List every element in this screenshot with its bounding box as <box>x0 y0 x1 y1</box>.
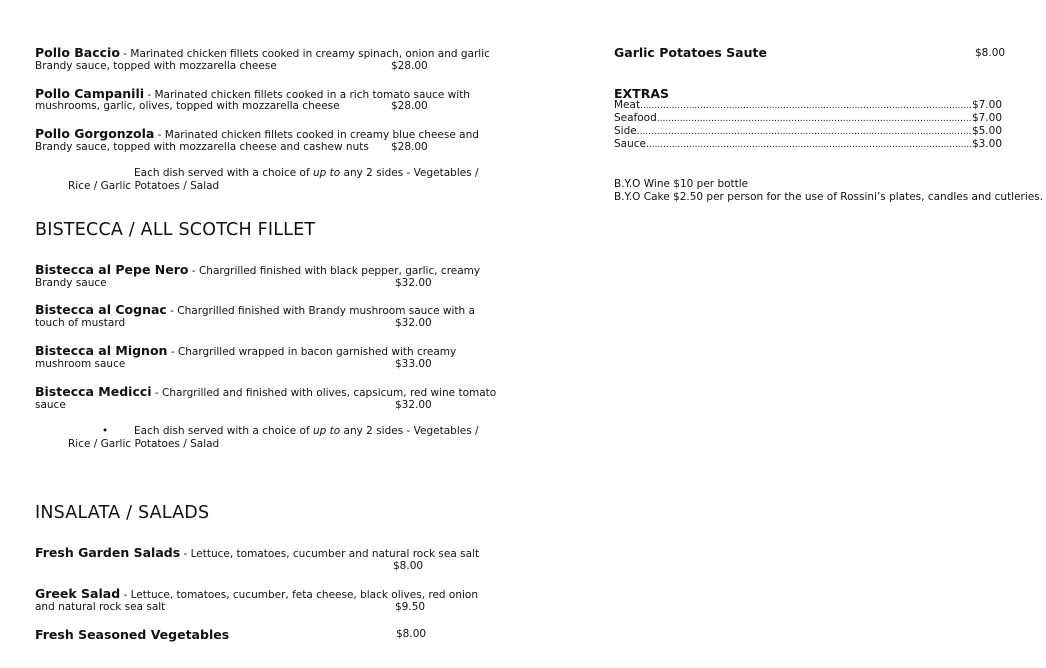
menu-item-name: Garlic Potatoes Saute <box>614 45 767 60</box>
byo-cake-note: B.Y.O Cake $2.50 per person for the use of Rossini’s plates, candles and cutleries. <box>614 191 1044 203</box>
bullet-icon: • <box>102 425 109 437</box>
extras-label: Seafood <box>614 112 657 124</box>
menu-item-desc-2: and natural rock sea salt <box>35 601 166 613</box>
sides-note-emphasis: up to <box>313 425 341 437</box>
menu-item-price: $28.00 <box>391 60 428 72</box>
menu-item-name: Bistecca Medicci <box>35 384 152 399</box>
menu-item-price: $28.00 <box>391 100 428 112</box>
menu-item-name: Bistecca al Mignon <box>35 343 168 358</box>
menu-item-price: $32.00 <box>395 399 432 411</box>
sides-note-line2: Rice / Garlic Potatoes / Salad <box>68 438 220 450</box>
section-heading-insalata: INSALATA / SALADS <box>35 503 210 523</box>
extras-row <box>614 112 1002 125</box>
menu-item-name: Pollo Gorgonzola <box>35 126 155 141</box>
menu-item-desc-2: sauce <box>35 399 66 411</box>
menu-item-name-line <box>35 303 475 318</box>
menu-item-name-line <box>35 46 490 61</box>
menu-item-name: Fresh Seasoned Vegetables <box>35 627 230 642</box>
menu-item-desc: - Marinated chicken fillets cooked in a rich tomato sauce with <box>144 89 470 101</box>
menu-item-desc-2: touch of mustard <box>35 317 126 329</box>
menu-item-desc-2: mushroom sauce <box>35 358 126 370</box>
sides-note-text: Each dish served with a choice of <box>134 425 313 437</box>
sides-note-line1 <box>134 167 479 180</box>
menu-item-desc: - Lettuce, tomatoes, cucumber, feta cheese, black olives, red onion <box>120 589 479 601</box>
menu-item-name: Pollo Baccio <box>35 45 120 60</box>
menu-item-desc: - Chargrilled finished with black pepper, garlic, creamy <box>188 265 481 277</box>
menu-item-desc: - Marinated chicken fillets cooked in creamy blue cheese and <box>154 129 479 141</box>
extras-price: $5.00 <box>971 125 1002 137</box>
menu-item-name: Fresh Garden Salads <box>35 545 181 560</box>
menu-item-desc: - Chargrilled and finished with olives, capsicum, red wine tomato <box>151 387 497 399</box>
extras-heading: EXTRAS <box>614 86 670 101</box>
dot-leader <box>657 112 972 126</box>
extras-price: $7.00 <box>971 99 1002 111</box>
menu-item-desc: - Lettuce, tomatoes, cucumber and natural rock sea salt <box>180 548 480 560</box>
extras-price: $7.00 <box>971 112 1002 124</box>
menu-item-desc-2: Brandy sauce <box>35 277 107 289</box>
menu-item-price: $9.50 <box>395 601 426 613</box>
menu-item-desc: - Chargrilled wrapped in bacon garnished with creamy <box>167 346 457 358</box>
sides-note-emphasis: up to <box>313 167 341 179</box>
sides-note-text: Each dish served with a choice of <box>134 167 313 179</box>
menu-item-price: $32.00 <box>395 277 432 289</box>
menu-item-price: $8.00 <box>396 628 427 640</box>
extras-row <box>614 138 1002 151</box>
menu-item-name-line <box>35 628 229 643</box>
dot-leader <box>640 99 972 113</box>
menu-item-price: $28.00 <box>391 141 428 153</box>
dot-leader <box>637 125 972 139</box>
section-heading-bistecca: BISTECCA / ALL SCOTCH FILLET <box>35 220 316 240</box>
menu-item-desc-2: Brandy sauce, topped with mozzarella cheese <box>35 60 277 72</box>
dot-leader <box>646 138 972 152</box>
menu-item-name: Bistecca al Pepe Nero <box>35 262 189 277</box>
extras-label: Meat <box>614 99 641 111</box>
menu-item-price: $8.00 <box>393 560 424 572</box>
menu-item-price: $8.00 <box>975 47 1006 59</box>
menu-item-name-line <box>35 263 480 278</box>
menu-item-name-line <box>35 385 496 400</box>
extras-label: Side <box>614 125 637 137</box>
menu-item-price: $32.00 <box>395 317 432 329</box>
byo-wine-note: B.Y.O Wine $10 per bottle <box>614 178 749 190</box>
extras-label: Sauce <box>614 138 646 150</box>
extras-price: $3.00 <box>971 138 1002 150</box>
menu-item-name: Bistecca al Cognac <box>35 302 167 317</box>
menu-item-name: Pollo Campanili <box>35 86 145 101</box>
menu-item-name-line <box>35 546 479 561</box>
menu-item-desc: - Marinated chicken fillets cooked in creamy spinach, onion and garlic <box>119 48 490 60</box>
menu-item-desc-2: mushrooms, garlic, olives, topped with mozzarella cheese <box>35 100 340 112</box>
sides-note-line1 <box>134 425 479 438</box>
extras-row <box>614 125 1002 138</box>
menu-item-name-line <box>35 344 456 359</box>
menu-item-name-line <box>35 587 478 602</box>
sides-note-text: any 2 sides - Vegetables / <box>340 167 479 179</box>
sides-note-line2: Rice / Garlic Potatoes / Salad <box>68 180 220 192</box>
menu-item-desc-2: Brandy sauce, topped with mozzarella cheese and cashew nuts <box>35 141 369 153</box>
extras-row <box>614 99 1002 112</box>
menu-item-desc: - Chargrilled finished with Brandy mushroom sauce with a <box>166 305 475 317</box>
menu-item-price: $33.00 <box>395 358 432 370</box>
sides-note-text: any 2 sides - Vegetables / <box>340 425 479 437</box>
menu-item-name: Greek Salad <box>35 586 121 601</box>
menu-item-name-line <box>35 127 479 142</box>
